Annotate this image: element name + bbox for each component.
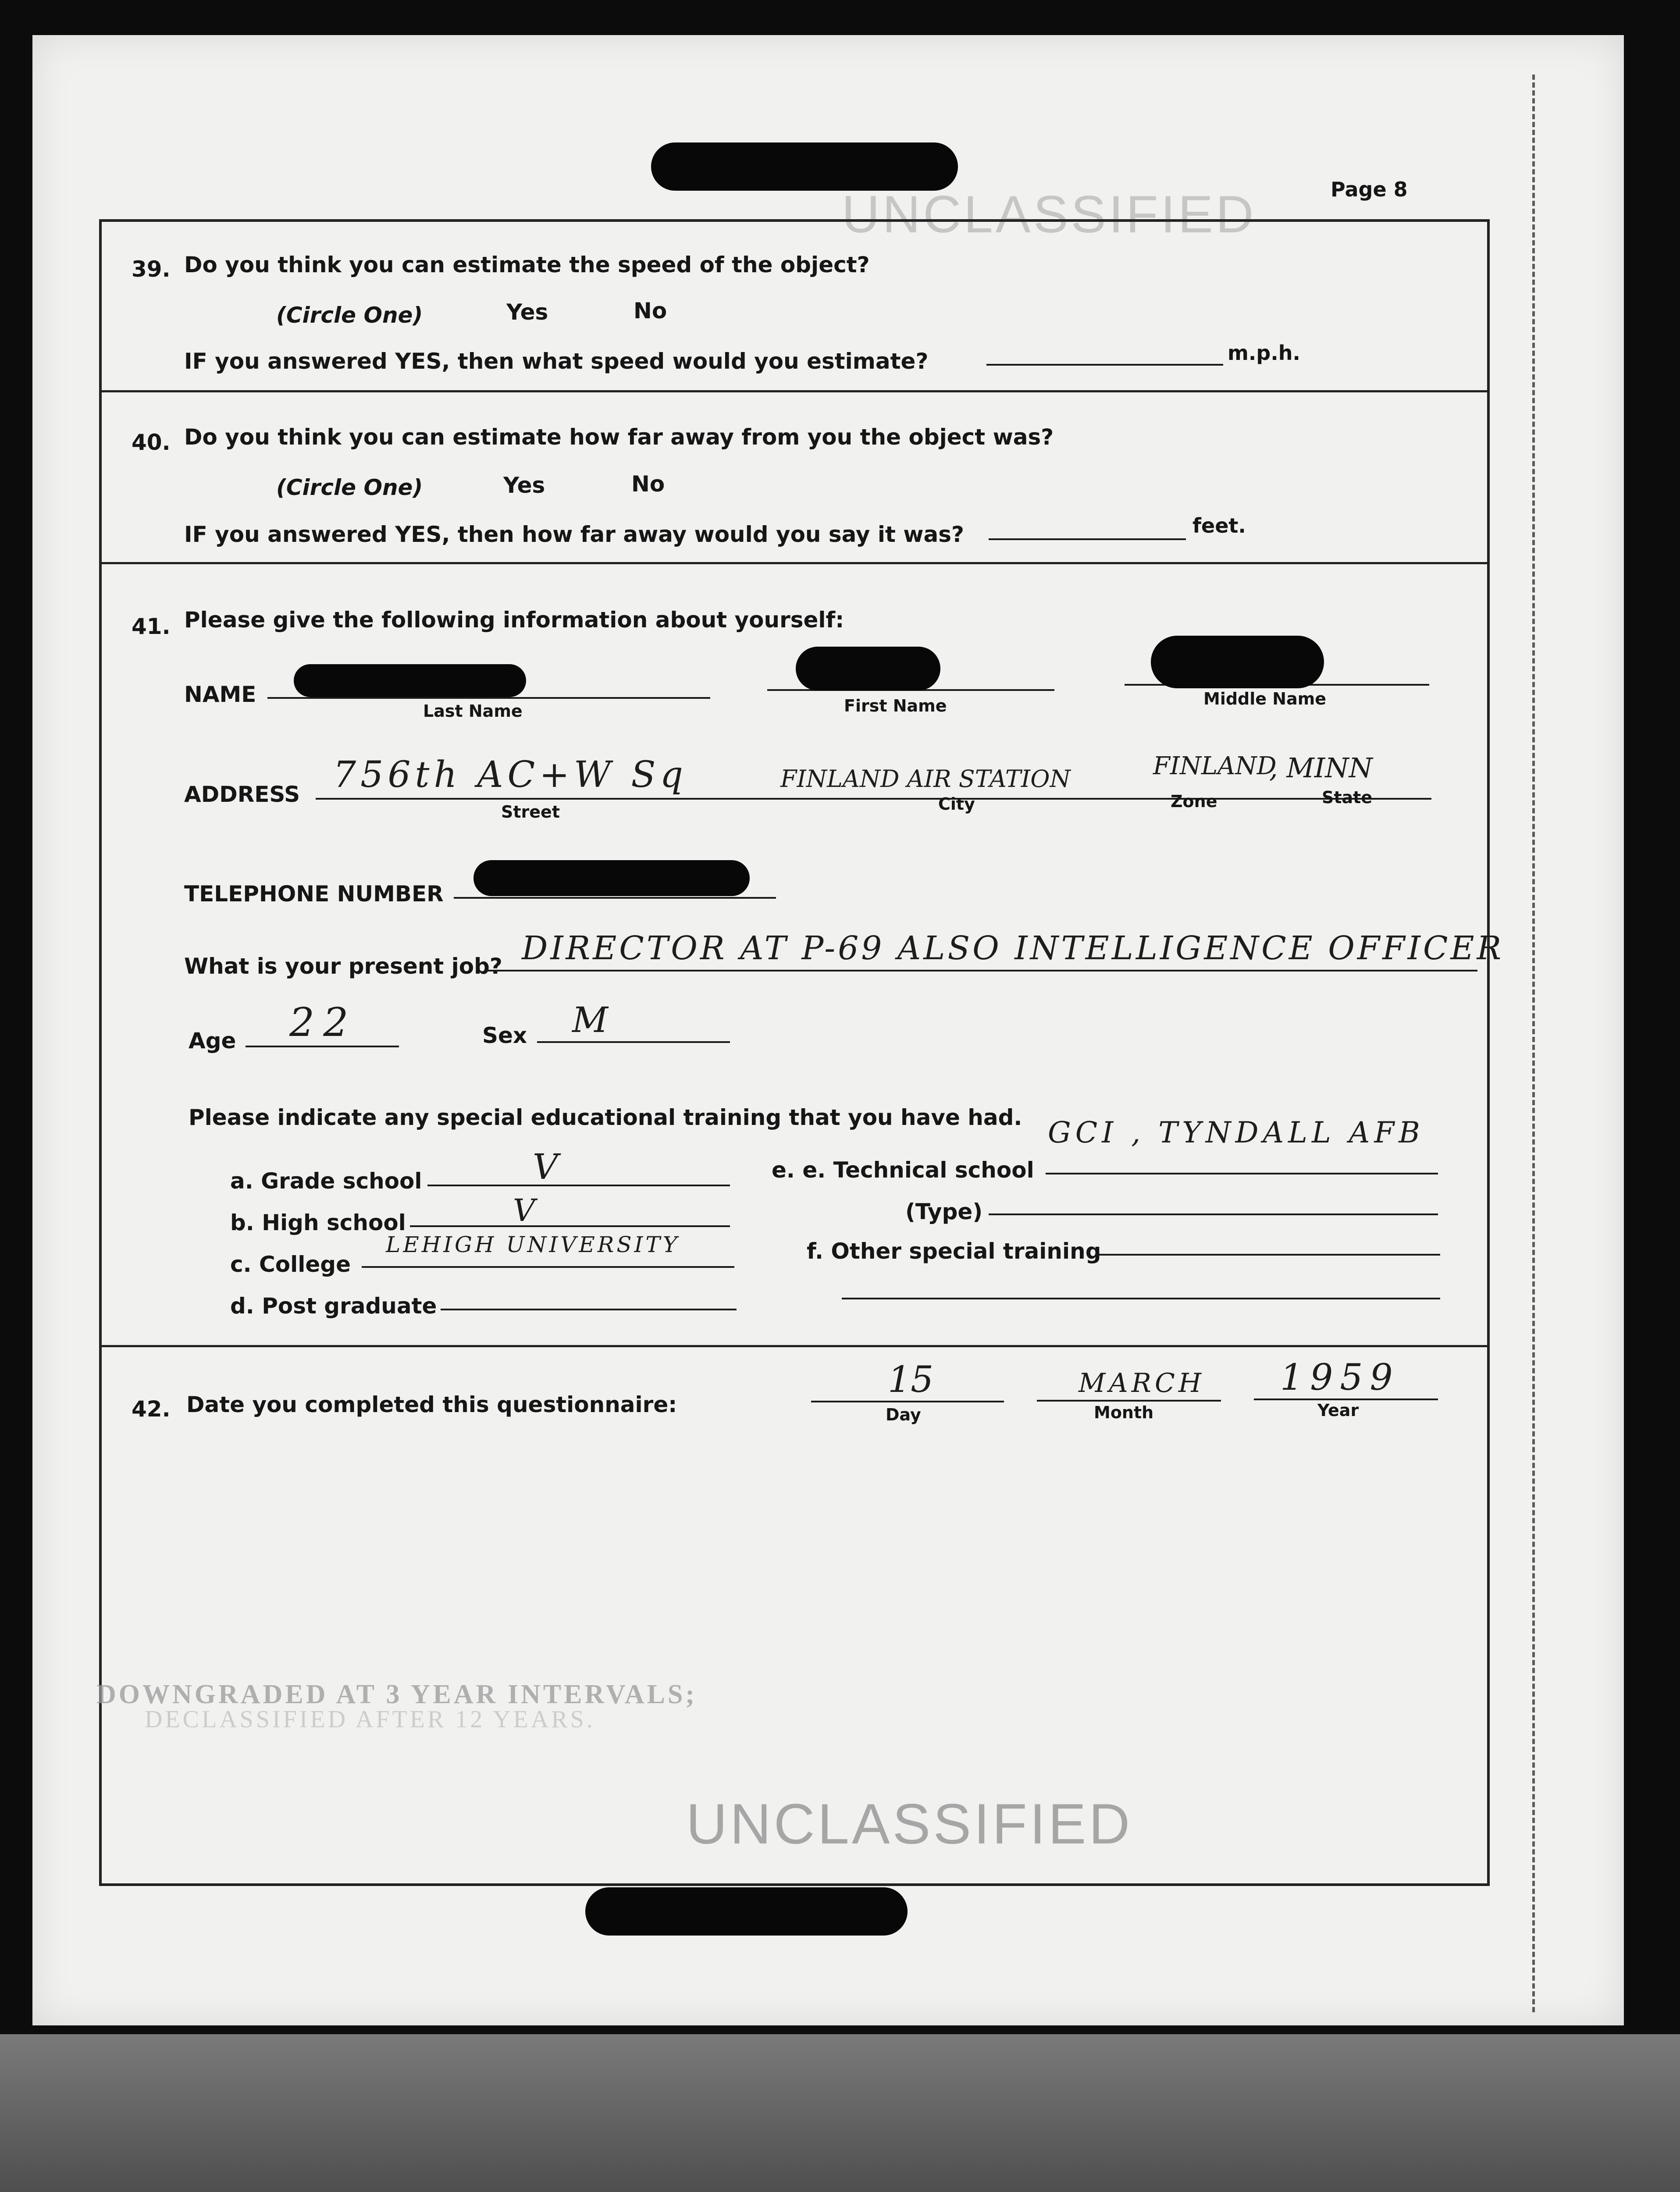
q40-yes-option[interactable]: Yes: [503, 473, 545, 498]
zone-caption: Zone: [1171, 792, 1217, 811]
address-zone-value: FINLAND: [1153, 752, 1277, 780]
state-caption: State: [1322, 788, 1373, 807]
other-training-field-2[interactable]: [842, 1298, 1440, 1299]
q40-unit: feet.: [1192, 514, 1246, 537]
technical-school-field[interactable]: [1046, 1173, 1438, 1174]
type-field[interactable]: [989, 1213, 1438, 1215]
redaction-telephone: [473, 860, 750, 896]
address-street-value: 756th AC+W Sq: [333, 754, 688, 796]
job-field[interactable]: [487, 970, 1477, 971]
downgraded-stamp-line2: DECLASSIFIED AFTER 12 YEARS.: [145, 1706, 595, 1733]
grade-school-field[interactable]: [427, 1185, 730, 1186]
q39-circle-label: (Circle One): [276, 302, 423, 328]
form-box: [99, 219, 1490, 1886]
post-graduate-label: d. Post graduate: [230, 1293, 437, 1319]
college-value: LEHIGH UNIVERSITY: [386, 1232, 680, 1257]
q40-followup: IF you answered YES, then how far away would you say it was?: [184, 522, 965, 547]
other-training-label: f. Other special training: [807, 1238, 1101, 1264]
address-field[interactable]: [316, 798, 1431, 800]
month-value: MARCH: [1078, 1368, 1205, 1398]
q41-intro: Please give the following information about yourself:: [184, 607, 844, 633]
grade-school-check: V: [533, 1146, 558, 1187]
q42-number: 42.: [132, 1396, 171, 1422]
last-name-field[interactable]: [267, 697, 710, 699]
year-value: 1959: [1280, 1357, 1400, 1398]
month-field[interactable]: [1037, 1400, 1221, 1402]
q41-number: 41.: [132, 614, 171, 639]
high-school-check: V: [513, 1192, 535, 1228]
last-name-caption: Last Name: [423, 701, 523, 721]
grade-school-label: a. Grade school: [230, 1168, 422, 1194]
page-number: Page 8: [1331, 178, 1408, 201]
technical-school-value: GCI , TYNDALL AFB: [1048, 1116, 1424, 1149]
college-field[interactable]: [362, 1266, 734, 1268]
redaction-last-name: [294, 664, 526, 697]
sex-label: Sex: [482, 1023, 527, 1048]
telephone-label: TELEPHONE NUMBER: [184, 881, 444, 907]
divider-41-42: [99, 1345, 1487, 1347]
day-value: 15: [888, 1359, 934, 1401]
address-label: ADDRESS: [184, 782, 300, 807]
type-label: (Type): [905, 1199, 983, 1224]
year-field[interactable]: [1254, 1398, 1438, 1400]
redaction-top: [651, 142, 958, 191]
age-label: Age: [189, 1028, 236, 1053]
post-graduate-field[interactable]: [441, 1309, 737, 1310]
q39-question: Do you think you can estimate the speed of the object?: [184, 252, 870, 278]
address-city-value: FINLAND AIR STATION: [780, 765, 1071, 793]
q39-followup: IF you answered YES, then what speed would you estimate?: [184, 349, 929, 374]
q40-question: Do you think you can estimate how far away from you the object was?: [184, 424, 1054, 450]
q42-question: Date you completed this questionnaire:: [186, 1392, 677, 1417]
redaction-bottom: [585, 1887, 908, 1936]
redaction-middle-name: [1151, 636, 1324, 688]
other-training-field[interactable]: [1096, 1254, 1440, 1256]
day-field[interactable]: [811, 1401, 1004, 1402]
age-field[interactable]: [246, 1046, 399, 1047]
q40-distance-field[interactable]: [989, 538, 1186, 540]
downgraded-stamp-line1: DOWNGRADED AT 3 YEAR INTERVALS;: [96, 1680, 698, 1709]
middle-name-caption: Middle Name: [1203, 689, 1327, 708]
divider-40-41: [99, 562, 1487, 564]
month-caption: Month: [1094, 1403, 1154, 1422]
high-school-field[interactable]: [410, 1225, 730, 1227]
street-caption: Street: [501, 802, 560, 822]
redaction-first-name: [796, 647, 940, 690]
training-intro: Please indicate any special educational training that you have had.: [189, 1105, 1022, 1130]
first-name-caption: First Name: [844, 696, 947, 715]
q39-number: 39.: [132, 256, 171, 282]
q39-no-option[interactable]: No: [634, 298, 667, 324]
film-background: [0, 2034, 1680, 2192]
city-caption: City: [938, 794, 975, 814]
sex-field[interactable]: [537, 1041, 730, 1043]
technical-school-label: e. e. Technical school: [772, 1157, 1034, 1183]
college-label: c. College: [230, 1252, 351, 1277]
q40-number: 40.: [132, 430, 171, 455]
page-fold-line: [1532, 75, 1535, 2012]
divider-39-40: [99, 390, 1487, 392]
unclassified-stamp-bottom: UNCLASSIFIED: [686, 1792, 1133, 1856]
unclassified-stamp-top: UNCLASSIFIED: [842, 185, 1256, 244]
q40-no-option[interactable]: No: [631, 471, 665, 497]
job-value: DIRECTOR AT P-69 ALSO INTELLIGENCE OFFICER: [522, 929, 1504, 967]
q39-unit: m.p.h.: [1228, 341, 1301, 365]
sex-value: M: [572, 1000, 608, 1040]
telephone-field[interactable]: [454, 897, 776, 899]
q39-speed-field[interactable]: [986, 364, 1223, 366]
job-label: What is your present job?: [184, 954, 502, 979]
q40-circle-label: (Circle One): [276, 475, 423, 500]
name-label: NAME: [184, 682, 256, 707]
q39-yes-option[interactable]: Yes: [506, 299, 548, 325]
day-caption: Day: [886, 1405, 921, 1424]
age-value: 22: [289, 1000, 357, 1046]
year-caption: Year: [1317, 1401, 1359, 1420]
high-school-label: b. High school: [230, 1210, 406, 1235]
address-state-value: , MINN: [1269, 752, 1373, 784]
